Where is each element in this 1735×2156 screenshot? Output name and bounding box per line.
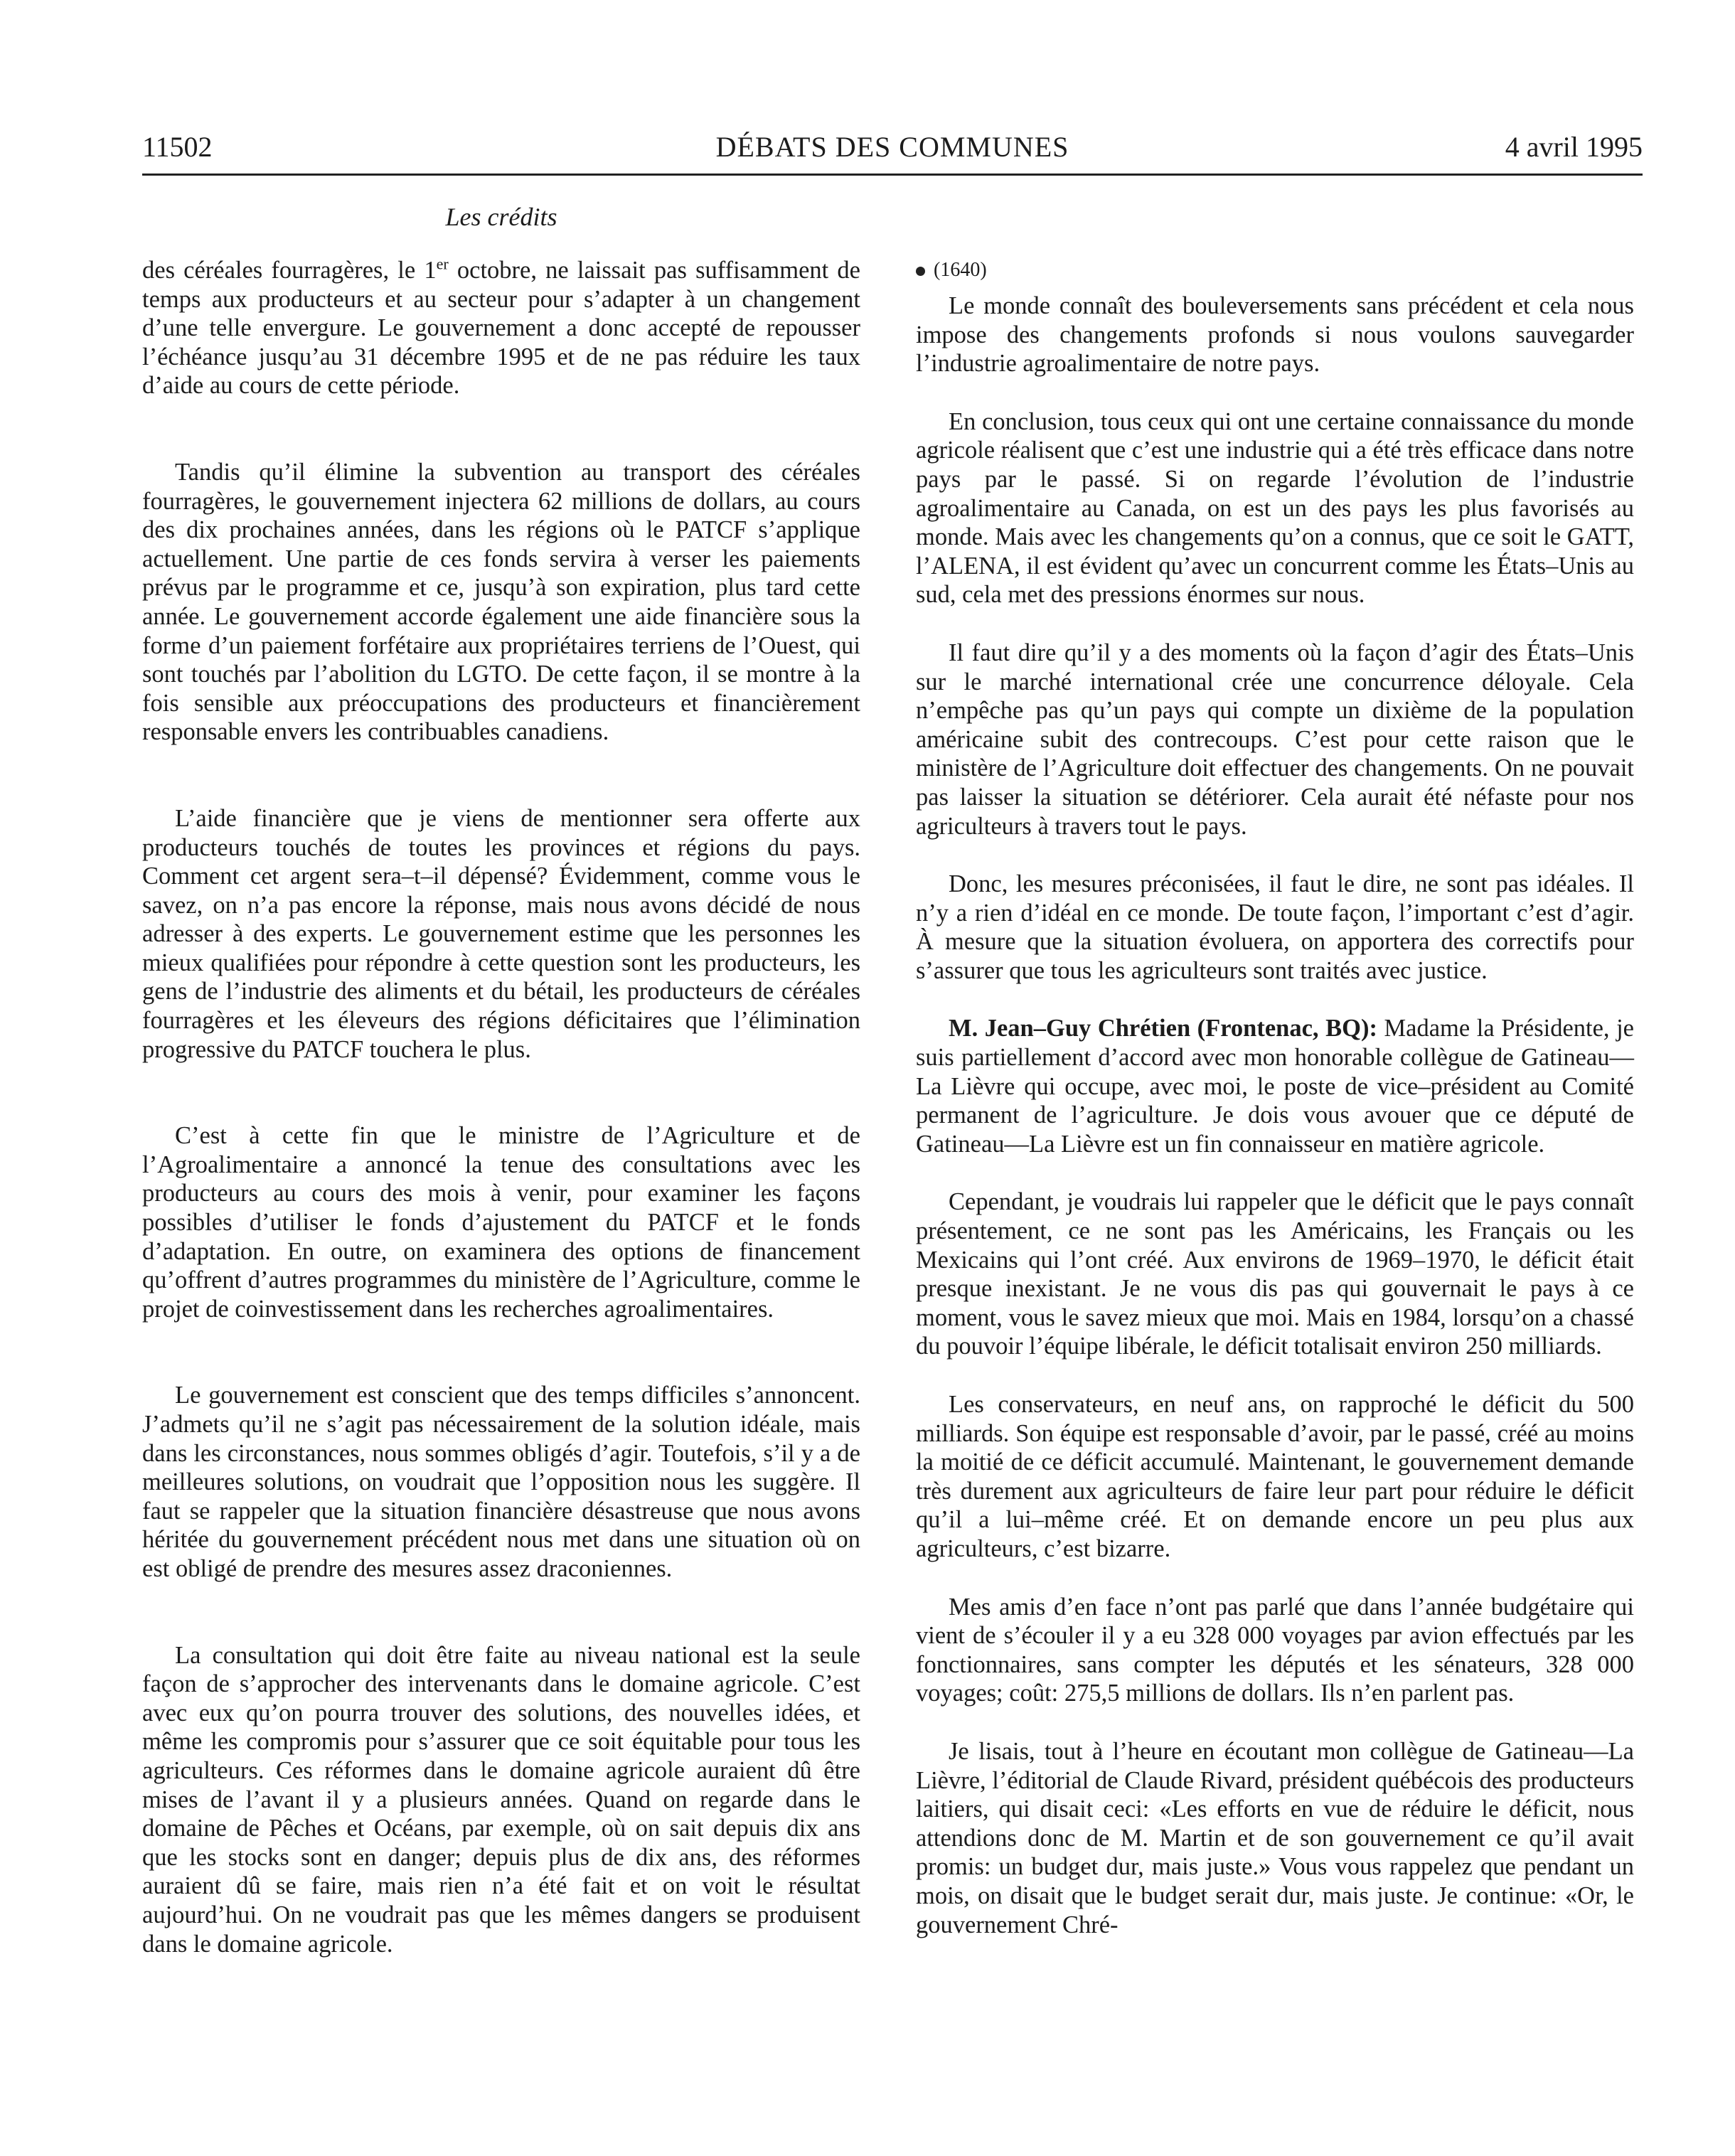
paragraph: En conclusion, tous ceux qui ont une certaine connaissance du monde agricole réalisent que c’est une industrie qui a été très efficace dans notre pays par le passé. Si on regarde l’évolution de l’industrie agroalimentaire au Canada, on est un des pays les plus favorisés au monde. Mais avec les changements qu’on a connus, que ce soit le GATT, l’ALENA, il est évident qu’avec un concurrent comme les États–Unis au sud, cela met des pressions énormes sur nous. bbox=[916, 407, 1634, 609]
paragraph: L’aide financière que je viens de mentionner sera offerte aux producteurs touchés de toutes les provinces et régions du pays. Comment cet argent sera–t–il dépensé? Évidemment, comme vous le savez, on n’a pas encore la réponse, mais nous avons décidé de nous adresser à des experts. Le gouvernement estime que les personnes les mieux qualifiées pour répondre à cette question sont les producteurs, les gens de l’industrie des aliments et du bétail, les producteurs de céréales fourragères et les éleveurs des régions déficitaires que l’élimination progressive du PATCF touchera le plus. bbox=[142, 804, 860, 1063]
bullet-icon bbox=[916, 267, 925, 276]
superscript: er bbox=[436, 255, 449, 273]
paragraph-text: octobre, ne laissait pas suffisamment de temps aux producteurs et au secteur pour s’adapter à un changement d’une telle envergure. Le gouvernement a donc accepté de repousser l’échéance jusqu’au 31 décembre 1995 et de ne pas réduire les taux d’aide au cours de cette période. bbox=[142, 257, 860, 400]
paragraph: Il faut dire qu’il y a des moments où la façon d’agir des États–Unis sur le marché international crée une concurrence déloyale. Cela n’empêche pas qu’un pays qui compte un dixième de la population américaine subit des contrecoups. C’est pour cette raison que le ministère de l’Agriculture doit effectuer des changements. On ne pouvait pas laisser la situation se détériorer. Cela aurait été néfaste pour nos agriculteurs à travers tout le pays. bbox=[916, 639, 1634, 840]
paragraph bbox=[142, 256, 860, 400]
section-subheader: Les crédits bbox=[445, 203, 557, 231]
paragraph: Les conservateurs, en neuf ans, on rapproché le déficit du 500 milliards. Son équipe est responsable d’avoir, par le passé, créé au moins la moitié de ce déficit accumulé. Maintenant, le gouvernement demande très durement aux agriculteurs de faire leur part pour réduire le déficit qu’il a lui–même créé. Et on demande encore un peu plus aux agriculteurs, c’est bizarre. bbox=[916, 1391, 1634, 1562]
header-date: 4 avril 1995 bbox=[1505, 131, 1643, 163]
time-marker bbox=[916, 256, 1634, 292]
paragraph bbox=[916, 1014, 1634, 1158]
paragraph: Donc, les mesures préconisées, il faut le dire, ne sont pas idéales. Il n’y a rien d’idéal en ce monde. De toute façon, l’important c’est d’agir. À mesure que la situation évoluera, on apportera des correctifs pour s’assurer que tous les agriculteurs sont traités avec justice. bbox=[916, 870, 1634, 984]
paragraph: C’est à cette fin que le ministre de l’Agriculture et de l’Agroalimentaire a annoncé la tenue des consultations avec les producteurs au cours des mois à venir, pour examiner les façons possibles d’utiliser le fonds d’ajustement du PATCF et le fonds d’adaptation. En outre, on examinera des options de financement qu’offrent d’autres programmes du ministère de l’Agriculture, comme le projet de coinvestissement dans les recherches agroalimentaires. bbox=[142, 1122, 860, 1323]
running-header bbox=[142, 128, 1643, 176]
left-column bbox=[142, 256, 860, 2016]
paragraph: Je lisais, tout à l’heure en écoutant mon collègue de Gatineau—La Lièvre, l’éditorial de Claude Rivard, président québécois des producteurs laitiers, qui disait ceci: «Les efforts en vue de réduire le déficit, nous attendions donc de M. Martin et de son gouvernement ce qu’il avait promis: un budget dur, mais juste.» Vous vous rappelez que pendant un mois, on disait que le budget serait dur, mais juste. Je continue: «Or, le gouvernement Chré- bbox=[916, 1737, 1634, 1938]
page-number: 11502 bbox=[142, 131, 213, 163]
paragraph: La consultation qui doit être faite au niveau national est la seule façon de s’approcher des intervenants dans le domaine agricole. C’est avec eux qu’on pourra trouver des solutions, des nouvelles idées, et même les compromis pour s’assurer que ce soit équitable pour tous les agriculteurs. Ces réformes dans le domaine agricole auraient dû être mises de l’avant il y a plusieurs années. Quand on regarde dans le domaine de Pêches et Océans, par exemple, où on sait depuis dix ans que les stocks sont en danger; depuis plus de dix ans, des réformes auraient dû se faire, mais rien n’a été fait et on voit le résultat aujourd’hui. On ne voudrait pas que les mêmes dangers se produisent dans le domaine agricole. bbox=[142, 1641, 860, 1958]
paragraph-text: Madame la Présidente, je suis partiellement d’accord avec mon honorable collègue de Gatineau—La Lièvre qui occupe, avec moi, le poste de vice–président au Comité permanent de l’agriculture. Je dois vous avouer que ce député de Gatineau—La Lièvre est un fin connaisseur en matière agricole. bbox=[916, 1015, 1634, 1158]
time-marker-text: (1640) bbox=[934, 259, 987, 281]
paragraph-text: des céréales fourragères, le 1 bbox=[142, 257, 437, 284]
paragraph: Le monde connaît des bouleversements sans précédent et cela nous impose des changements profonds si nous voulons sauvegarder l’industrie agroalimentaire de notre pays. bbox=[916, 292, 1634, 378]
publication-title: DÉBATS DES COMMUNES bbox=[715, 131, 1069, 163]
right-column bbox=[916, 256, 1634, 1968]
paragraph: Tandis qu’il élimine la subvention au transport des céréales fourragères, le gouvernement injectera 62 millions de dollars, au cours des dix prochaines années, dans les régions où le PATCF s’applique actuellement. Une partie de ces fonds servira à verser les paiements prévus par le programme et ce, jusqu’à son expiration, plus tard cette année. Le gouvernement accorde également une aide financière sous la forme d’un paiement forfétaire aux propriétaires terriens de l’Ouest, qui sont touchés par l’abolition du LGTO. De cette façon, il se montre à la fois sensible aux préoccupations des producteurs et financièrement responsable envers les contribuables canadiens. bbox=[142, 458, 860, 746]
paragraph: Mes amis d’en face n’ont pas parlé que dans l’année budgétaire qui vient de s’écouler il y a eu 328 000 voyages par avion effectués par les fonctionnaires, sans compter les députés et les sénateurs, 328 000 voyages; coût: 275,5 millions de dollars. Ils n’en parlent pas. bbox=[916, 1593, 1634, 1707]
paragraph: Le gouvernement est conscient que des temps difficiles s’annoncent. J’admets qu’il ne s’agit pas nécessairement de la solution idéale, mais dans les circonstances, nous sommes obligés d’agir. Toutefois, s’il y a de meilleures solutions, on voudrait que l’opposition nous les suggère. Il faut se rappeler que la situation financière désastreuse que nous avons héritée du gouvernement précédent nous met dans une situation où on est obligé de prendre des mesures assez draconiennes. bbox=[142, 1382, 860, 1582]
speaker-name: M. Jean–Guy Chrétien (Frontenac, BQ): bbox=[949, 1015, 1377, 1042]
paragraph: Cependant, je voudrais lui rappeler que le déficit que le pays connaît présentement, ce ne sont pas les Américains, les Français ou les Mexicains qui l’ont créé. Aux environs de 1969–1970, le déficit était presque inexistant. Je ne vous dis pas qui gouvernait le pays à ce moment, vous le savez mieux que moi. Mais en 1984, lorsqu’on a chassé du pouvoir l’équipe libérale, le déficit totalisait environ 250 milliards. bbox=[916, 1188, 1634, 1360]
